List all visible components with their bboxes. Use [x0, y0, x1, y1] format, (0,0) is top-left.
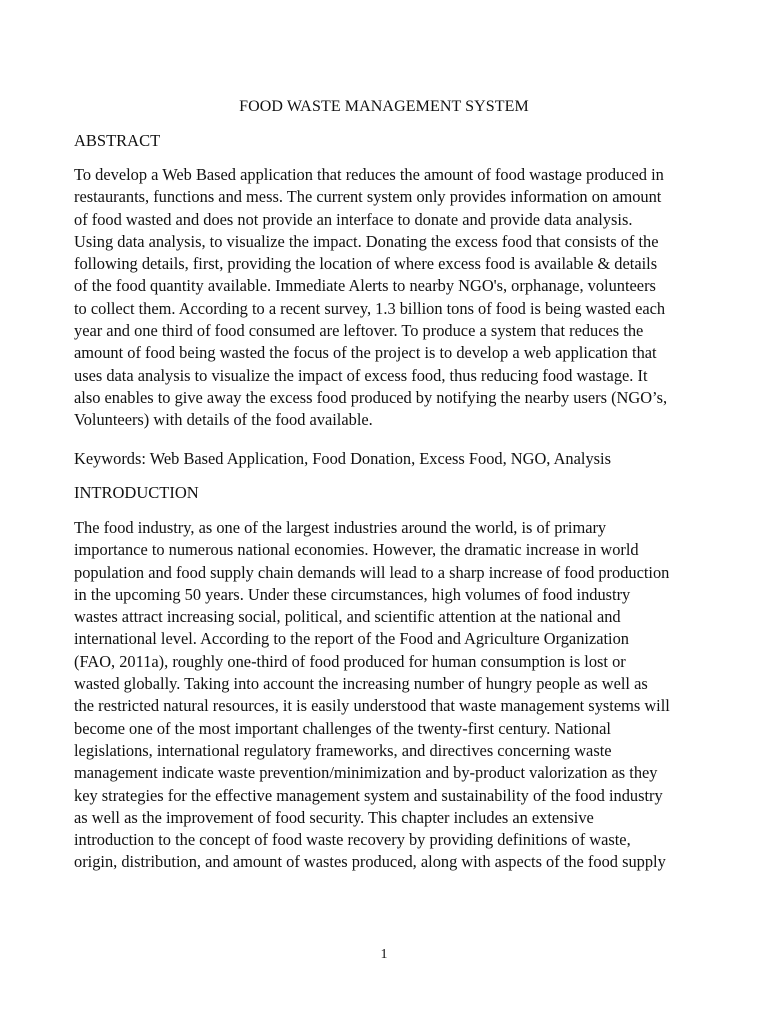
abstract-line: following details, first, providing the location of where excess food is available & details — [74, 254, 658, 274]
introduction-line: origin, distribution, and amount of wastes produced, along with aspects of the food supply — [74, 852, 666, 872]
introduction-line: introduction to the concept of food waste recovery by providing definitions of waste, — [74, 830, 631, 850]
introduction-line: management indicate waste prevention/minimization and by-product valorization as they — [74, 763, 658, 783]
introduction-line: become one of the most important challenges of the twenty-first century. National — [74, 718, 611, 738]
page-number: 1 — [380, 947, 388, 962]
abstract-heading: ABSTRACT — [74, 131, 161, 150]
introduction-line: international level. According to the report of the Food and Agriculture Organization — [74, 629, 629, 649]
abstract-line: year and one third of food consumed are leftover. To produce a system that reduces the — [74, 321, 644, 341]
introduction-line: key strategies for the effective management system and sustainability of the food industry — [74, 785, 663, 805]
keywords-line: Keywords: Web Based Application, Food Donation, Excess Food, NGO, Analysis — [74, 449, 611, 468]
abstract-line: also enables to give away the excess food produced by notifying the nearby users (NGO’s, — [74, 387, 668, 407]
introduction-line: The food industry, as one of the largest industries around the world, is of primary — [74, 518, 607, 537]
abstract-line: restaurants, functions and mess. The current system only provides information on amount — [74, 187, 662, 207]
document-title: FOOD WASTE MANAGEMENT SYSTEM — [239, 98, 529, 115]
introduction-paragraph — [74, 517, 734, 874]
abstract-line: Volunteers) with details of the food available. — [74, 410, 373, 430]
introduction-line: legislations, international regulatory frameworks, and directives concerning waste — [74, 740, 612, 760]
introduction-line: (FAO, 2011a), roughly one-third of food produced for human consumption is lost or — [74, 651, 626, 671]
introduction-line: the restricted natural resources, it is easily understood that waste management systems will — [74, 696, 670, 716]
abstract-line: amount of food being wasted the focus of the project is to develop a web application that — [74, 343, 657, 363]
introduction-heading: INTRODUCTION — [74, 483, 199, 502]
abstract-line: of food wasted and does not provide an interface to donate and provide data analysis. — [74, 209, 633, 229]
introduction-line: wasted globally. Taking into account the increasing number of hungry people as well as — [74, 674, 648, 694]
introduction-line: in the upcoming 50 years. Under these circumstances, high volumes of food industry — [74, 584, 631, 604]
abstract-paragraph — [74, 164, 734, 432]
abstract-line: to collect them. According to a recent survey, 1.3 billion tons of food is being wasted each — [74, 298, 666, 318]
abstract-line: To develop a Web Based application that reduces the amount of food wastage produced in — [74, 165, 664, 184]
abstract-line: of the food quantity available. Immediate Alerts to nearby NGO's, orphanage, volunteers — [74, 276, 656, 296]
introduction-line: importance to numerous national economies. However, the dramatic increase in world — [74, 540, 639, 560]
introduction-line: wastes attract increasing social, political, and scientific attention at the national and — [74, 607, 621, 627]
introduction-line: population and food supply chain demands will lead to a sharp increase of food production — [74, 562, 670, 582]
abstract-line: Using data analysis, to visualize the impact. Donating the excess food that consists of the — [74, 231, 659, 251]
introduction-line: as well as the improvement of food security. This chapter includes an extensive — [74, 807, 594, 827]
abstract-line: uses data analysis to visualize the impact of excess food, thus reducing food wastage. It — [74, 365, 648, 385]
